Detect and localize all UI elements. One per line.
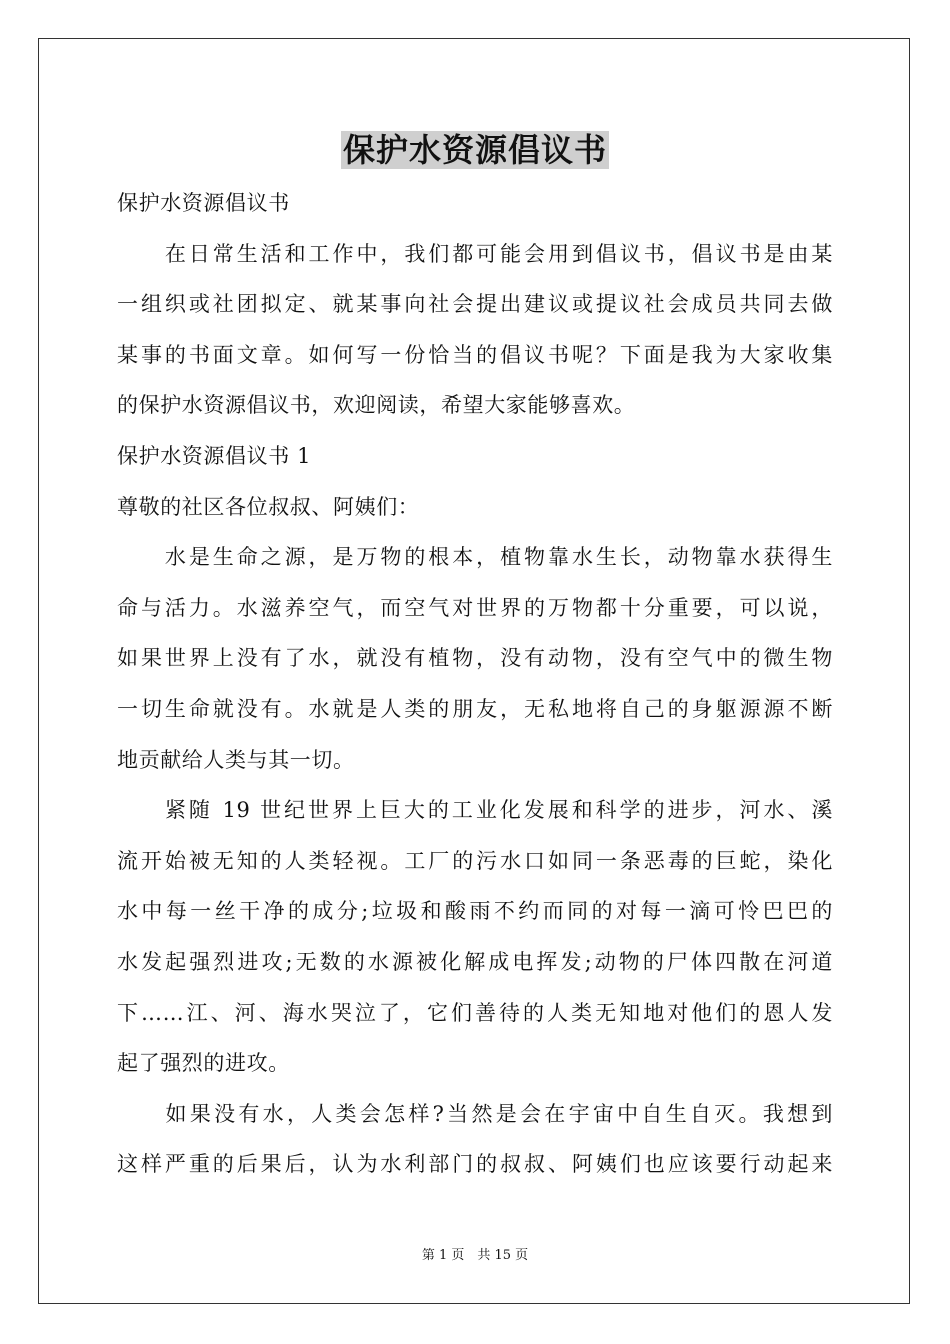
- text-line: 这样严重的后果后，认为水利部门的叔叔、阿姨们也应该要行动起来: [117, 1152, 833, 1177]
- text-line: 在日常生活和工作中，我们都可能会用到倡议书，倡议书是由某: [117, 241, 833, 266]
- text-line: 下……江、河、海水哭泣了，它们善待的人类无知地对他们的恩人发: [117, 1000, 833, 1025]
- text-line: 一切生命就没有。水就是人类的朋友，无私地将自己的身躯源源不断: [117, 696, 833, 721]
- text-line: 水是生命之源，是万物的根本，植物靠水生长，动物靠水获得生: [117, 545, 833, 570]
- text-line: 命与活力。水滋养空气，而空气对世界的万物都十分重要，可以说，: [117, 595, 833, 620]
- text-line: 某事的书面文章。如何写一份恰当的倡议书呢？下面是我为大家收集: [117, 342, 833, 367]
- text-line: 起了强烈的进攻。: [117, 1051, 290, 1076]
- text-line: 保护水资源倡议书: [117, 191, 290, 215]
- text-line: 水中每一丝干净的成分;垃圾和酸雨不约而同的对每一滴可怜巴巴的: [117, 899, 833, 924]
- text-line: 的保护水资源倡议书，欢迎阅读，希望大家能够喜欢。: [117, 393, 636, 418]
- text-line: 地贡献给人类与其一切。: [117, 747, 355, 772]
- text-line: 保护水资源倡议书 1: [117, 443, 312, 468]
- text-line: 如果世界上没有了水，就没有植物，没有动物，没有空气中的微生物: [117, 646, 833, 671]
- text-line: 紧随 19 世纪世界上巨大的工业化发展和科学的进步，河水、溪: [117, 798, 833, 823]
- page-footer: [0, 1247, 950, 1265]
- text-line: 一组织或社团拟定、就某事向社会提出建议或提议社会成员共同去做: [117, 292, 833, 317]
- text-line: 水发起强烈进攻;无数的水源被化解成电挥发;动物的尸体四散在河道: [117, 949, 833, 974]
- document-title-text: 保护水资源倡议书: [342, 131, 607, 169]
- page-number-label: 第 1 页 共 15 页: [421, 1248, 529, 1263]
- text-line: 如果没有水，人类会怎样?当然是会在宇宙中自生自灭。我想到: [117, 1101, 833, 1126]
- text-line: 尊敬的社区各位叔叔、阿姨们：: [117, 494, 420, 519]
- document-body: [117, 178, 833, 1190]
- document-title: [0, 128, 950, 172]
- text-line: 流开始被无知的人类轻视。工厂的污水口如同一条恶毒的巨蛇，染化: [117, 848, 833, 873]
